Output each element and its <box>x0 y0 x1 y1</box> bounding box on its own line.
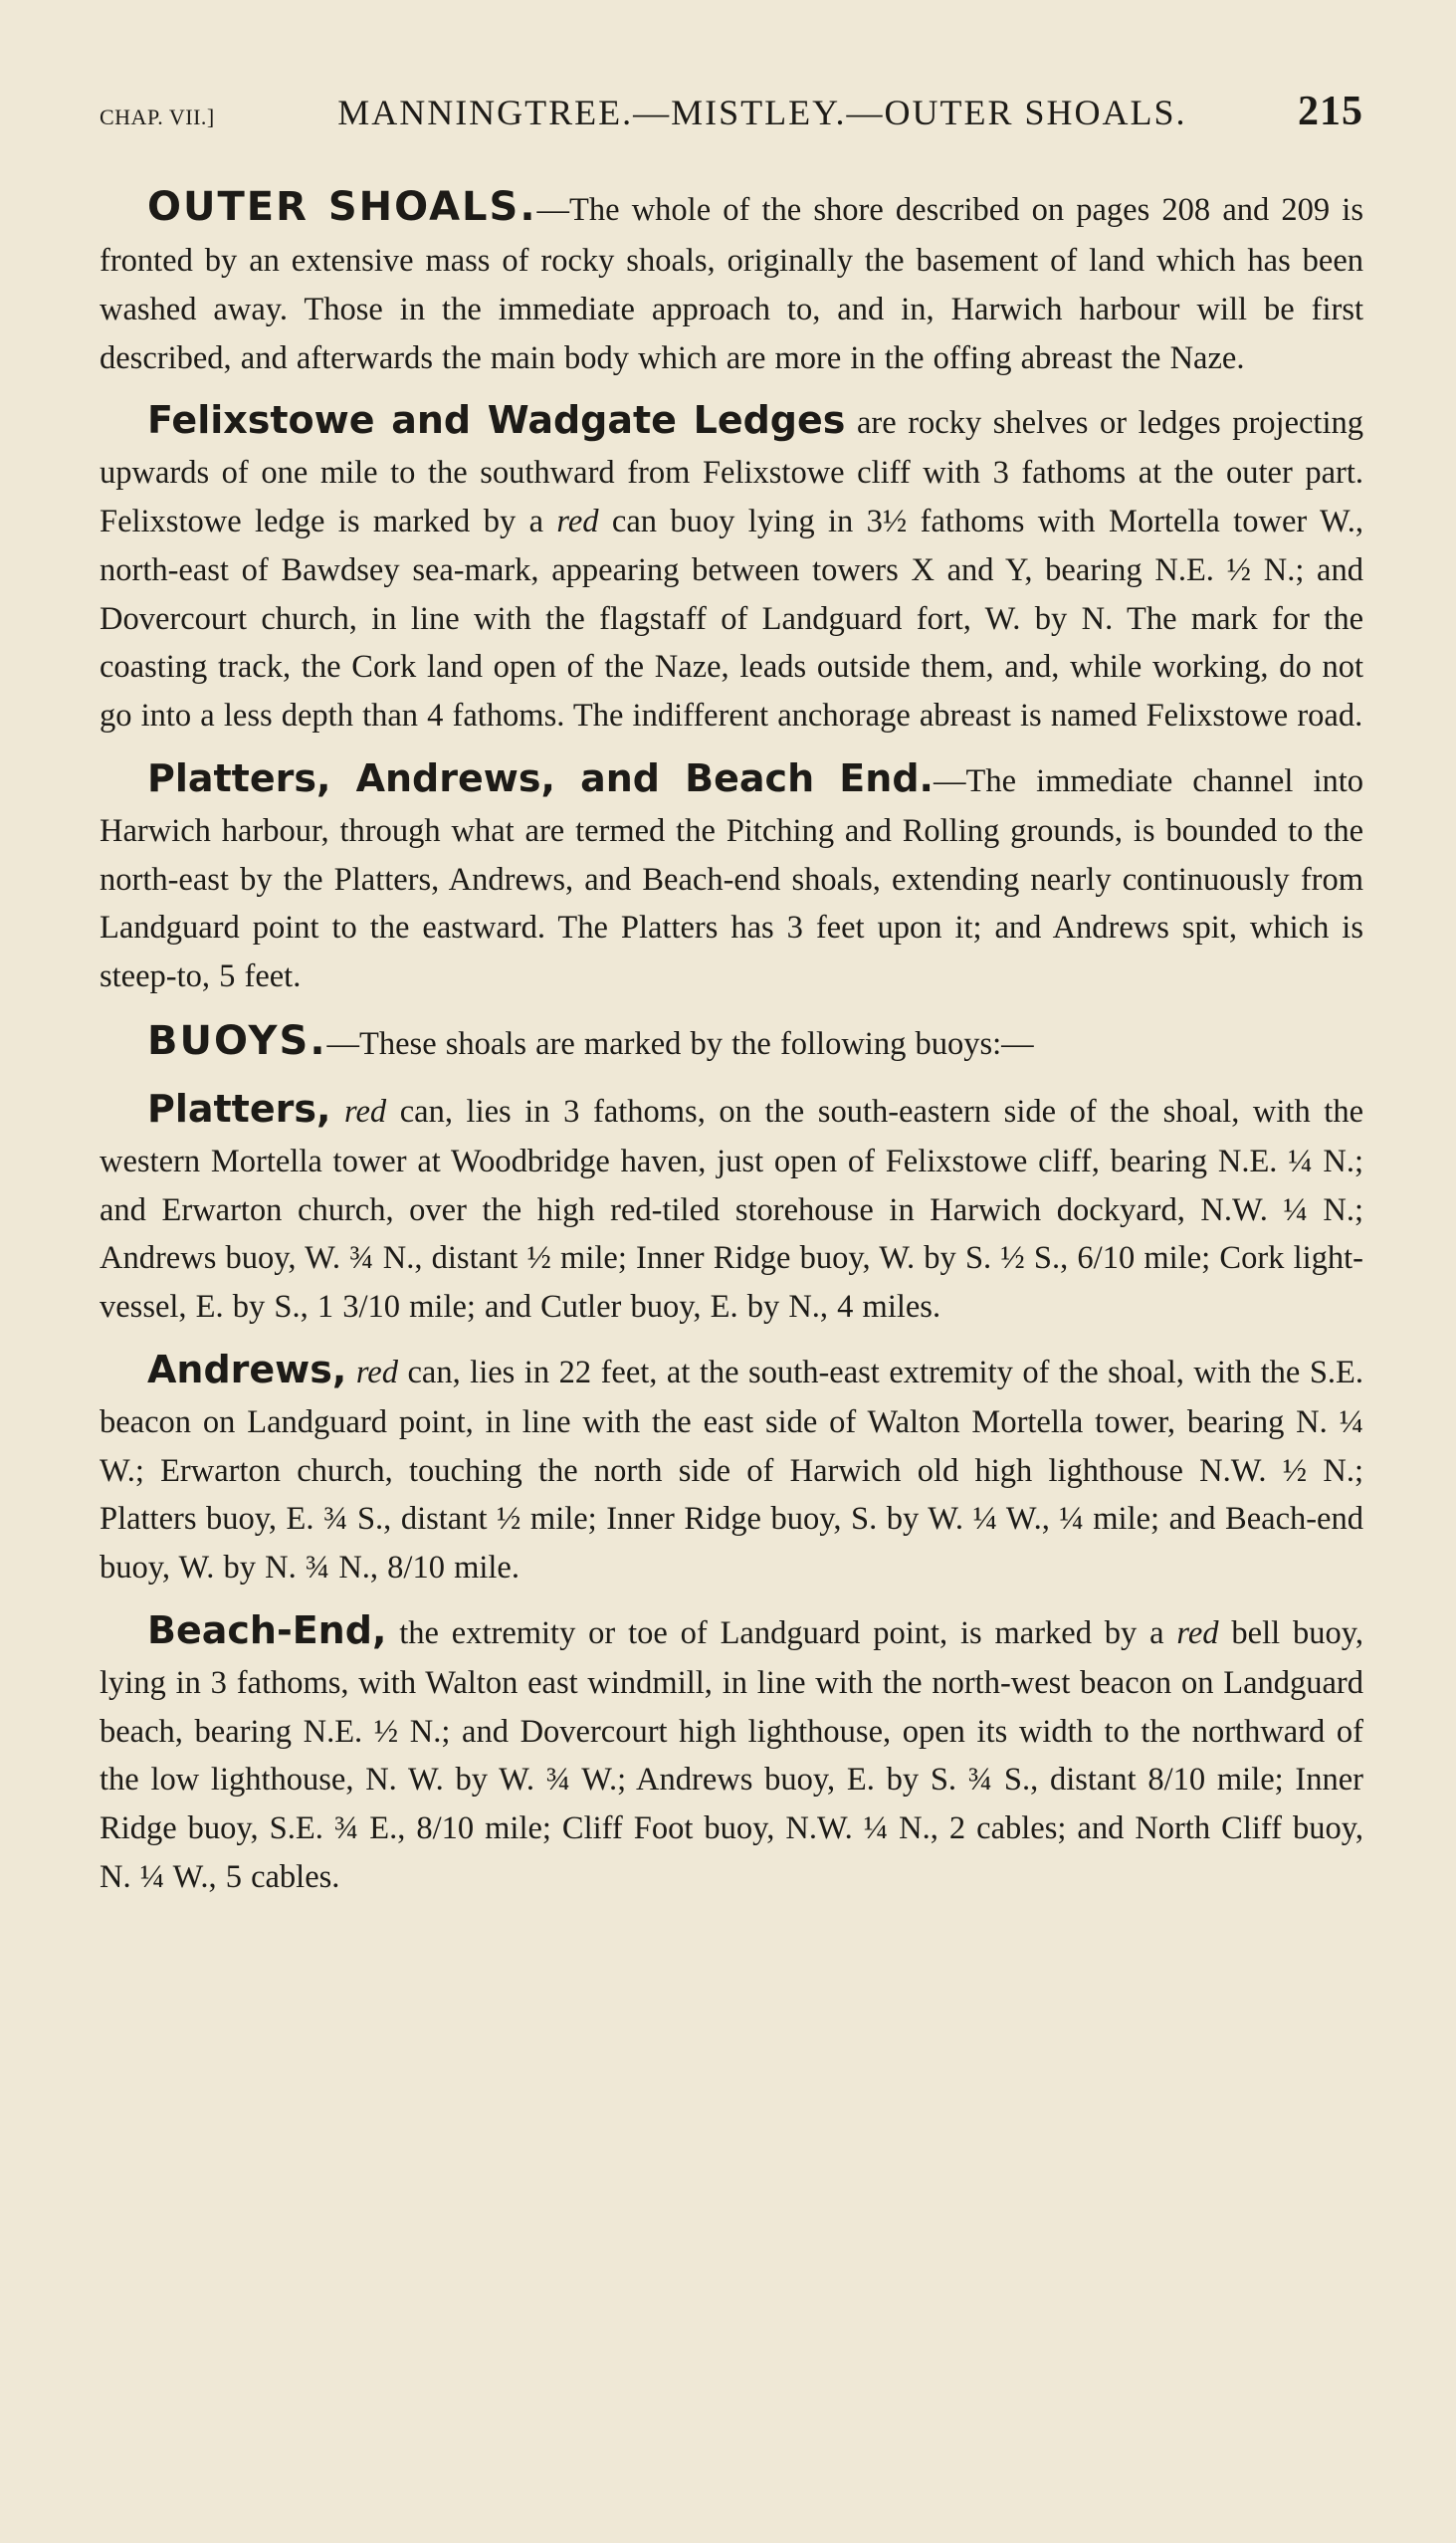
section-buoys <box>100 1011 1363 1071</box>
section-beach-end-buoy <box>100 1602 1363 1902</box>
section-text: can, lies in 3 fathoms, on the south-eastern side of the shoal, with the western Mortella tower at Woodbridge haven, just open of Felixstowe cliff, bearing N.E. ¼ N.; and Erwarton church, over the high red-tiled storehouse in Harwich dockyard, N.W. ¼ N.; Andrews buoy, W. ¾ N., distant ½ mile; Inner Ridge buoy, W. by S. ½ S., 6/10 mile; Cork light-vessel, E. by S., 1 3/10 mile; and Cutler buoy, E. by N., 4 miles. <box>100 1093 1363 1325</box>
section-text: —The immediate channel into Harwich harbour, through what are termed the Pitching and Rolling grounds, is bounded to the north-east by the Platters, Andrews, and Beach-end shoals, extending nearly continuously from Landguard point to the eastward. The Platters has 3 feet upon it; and Andrews spit, which is steep-to, 5 feet. <box>100 762 1363 994</box>
section-text-continued: can buoy lying in 3½ fathoms with Mortella tower W., north-east of Bawdsey sea-mark, appearing between towers X and Y, bearing N.E. ½ N.; and Dovercourt church, in line with the flagstaff of Landguard fort, W. by N. The mark for the coasting track, the Cork land open of the Naze, leads outside them, and, while working, do not go into a less depth than 4 fathoms. The indifferent anchorage abreast is named Felixstowe road. <box>100 504 1363 734</box>
section-andrews-buoy <box>100 1342 1363 1592</box>
section-text: can, lies in 22 feet, at the south-east extremity of the shoal, with the S.E. beacon on Landguard point, in line with the east side of Walton Mortella tower, bearing N. ¼ W.; Erwarton church, touching the north side of Harwich old high lighthouse N.W. ½ N.; Platters buoy, E. ¾ S., distant ½ mile; Inner Ridge buoy, S. by W. ¼ W., ¼ mile; and Beach-end buoy, W. by N. ¾ N., 8/10 mile. <box>100 1354 1364 1586</box>
section-heading: BUOYS. <box>147 1017 327 1064</box>
section-felixstowe-ledges <box>100 392 1363 741</box>
section-platters-buoy <box>100 1081 1363 1332</box>
section-heading: Platters, <box>147 1086 331 1131</box>
section-heading: Beach-End, <box>147 1607 387 1652</box>
section-text: the extremity or toe of Landguard point, is marked by a <box>386 1614 1177 1651</box>
section-heading: Platters, Andrews, and Beach End. <box>147 755 934 800</box>
chapter-label: CHAP. VII.] <box>100 105 215 129</box>
red-italic: red <box>1176 1614 1219 1651</box>
section-heading: OUTER SHOALS. <box>147 184 537 230</box>
section-text-continued: bell buoy, lying in 3 fathoms, with Walton east windmill, in line with the north-west beacon on Landguard beach, bearing N.E. ½ N.; and Dovercourt high lighthouse, open its width to the northward of the low lighthouse, N. W. by W. ¾ W.; Andrews buoy, E. by S. ¾ S., distant 8/10 mile; Inner Ridge buoy, S.E. ¾ E., 8/10 mile; Cliff Foot buoy, N.W. ¼ N., 2 cables; and North Cliff buoy, N. ¼ W., 5 cables. <box>100 1614 1363 1895</box>
red-italic: red <box>556 504 599 539</box>
running-title: MANNINGTREE.—MISTLEY.—OUTER SHOALS. <box>337 93 1187 132</box>
section-text: are rocky shelves or ledges projecting upwards of one mile to the southward from Felixstowe cliff with 3 fathoms at the outer part. Felixstowe ledge is marked by a <box>100 405 1363 539</box>
section-text: —The whole of the shore described on pages 208 and 209 is fronted by an extensive mass of rocky shoals, originally the basement of land which has been washed away. Those in the immediate approach to, and in, Harwich harbour will be first described, and afterwards the main body which are more in the offing abreast the Naze. <box>100 192 1363 376</box>
section-outer-shoals <box>100 177 1363 382</box>
page-number: 215 <box>1298 89 1363 134</box>
red-italic: red <box>344 1093 387 1130</box>
section-platters-andrews-beach-end <box>100 750 1363 1001</box>
running-head <box>100 88 1363 135</box>
section-heading: Andrews, <box>147 1347 347 1391</box>
page <box>100 88 1363 1912</box>
section-text: —These shoals are marked by the following buoys:— <box>326 1025 1034 1062</box>
red-italic: red <box>355 1354 398 1390</box>
section-heading: Felixstowe and Wadgate Ledges <box>147 398 846 443</box>
